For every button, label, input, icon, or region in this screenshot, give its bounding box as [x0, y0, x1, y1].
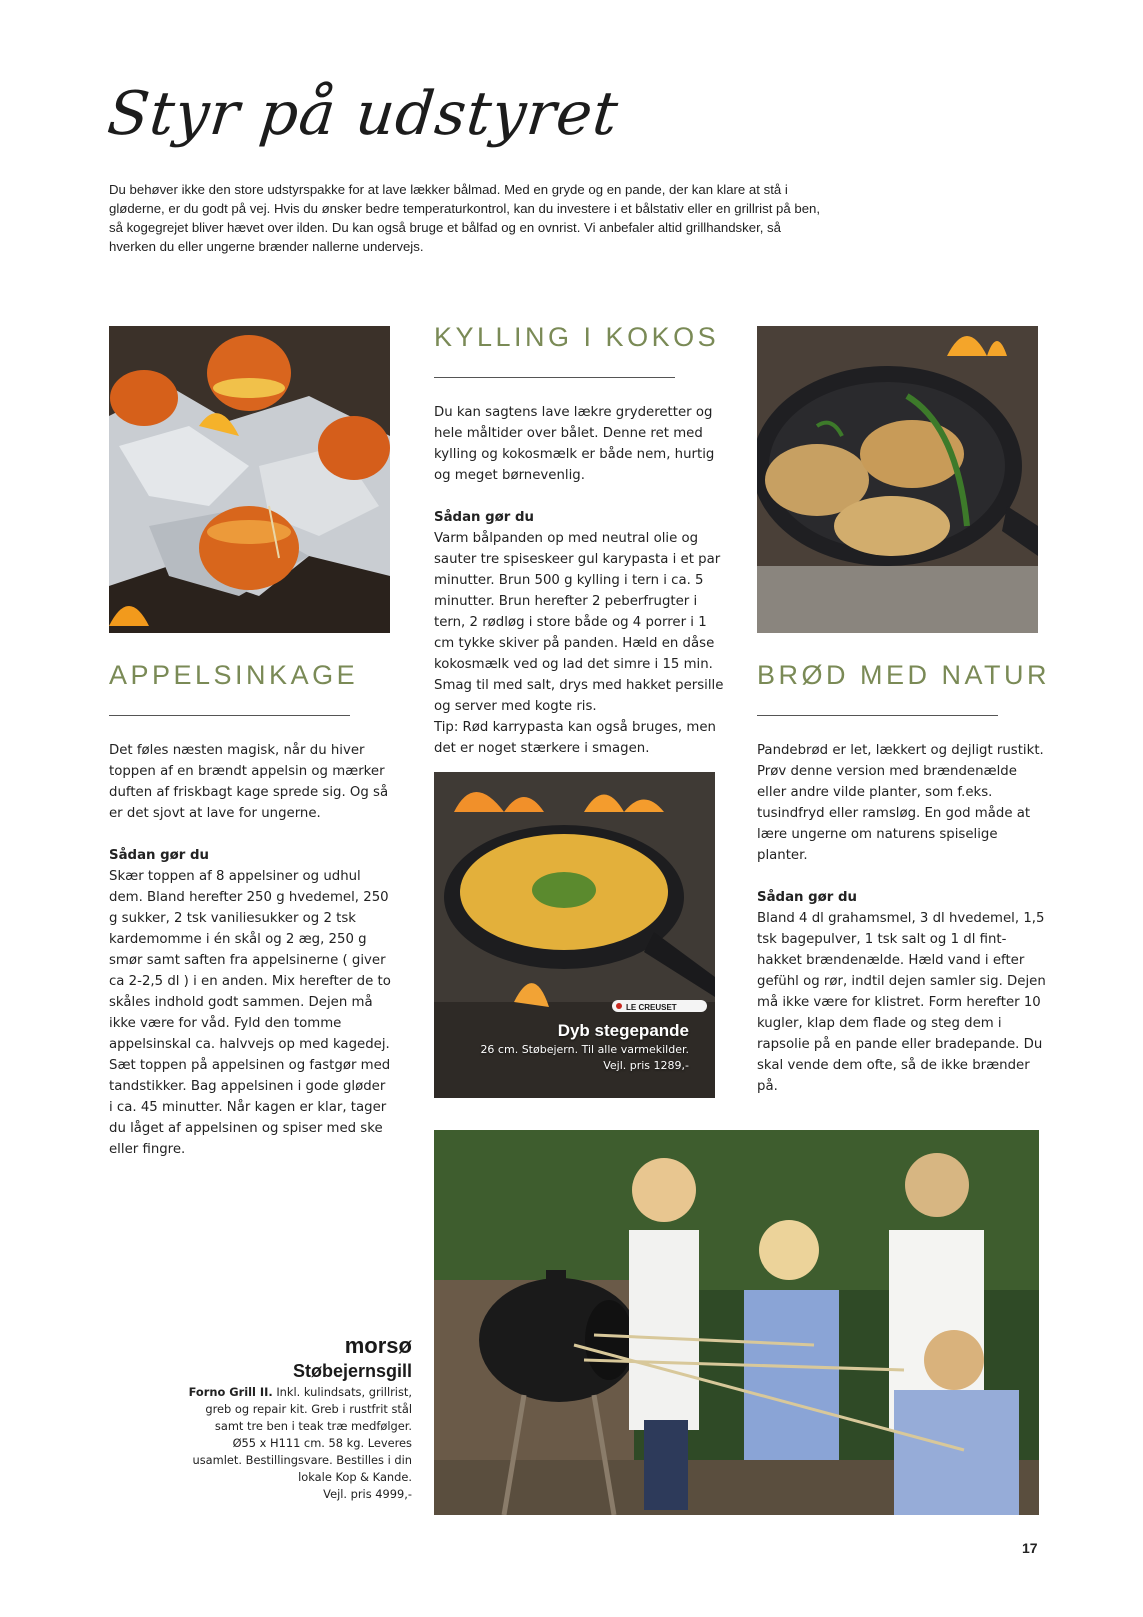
pan-caption [480, 1020, 689, 1074]
orange-cake-photo [109, 326, 390, 633]
kylling-text [434, 402, 726, 759]
brod-how: Bland 4 dl grahamsmel, 3 dl hvedemel, 1,5 tsk bagepulver, 1 tsk salt og 1 dl fint-hakket brændenælde. Hæld vand i efter gefühl og rør, indtil dejen samler sig. Dejen må ikke være for klistret. Form herefter 10 kugler, klap dem flade og steg dem i rapsolie på en pande eller bradepande. Du skal vende dem ofte, så de ikke brænder på. [757, 911, 1046, 1094]
kylling-intro: Du kan sagtens lave lækre gryderetter og hele måltider over bålet. Denne ret med kylling og kokosmælk er både nem, hurtig og meget børnevenlig. [434, 405, 715, 483]
le-creuset-logo: LE CREUSET [626, 1003, 677, 1012]
pan-product-price: Vejl. pris 1289,- [603, 1059, 689, 1072]
kylling-how-heading: Sådan gør du [434, 510, 534, 525]
brod-heading: BRØD MED NATUR [757, 660, 1051, 690]
bread-photo [757, 326, 1038, 633]
grill-product-description: Inkl. kulindsats, grillrist, greb og repair kit. Greb i rustfrit stål samt tre ben i teak træ medfølger. Ø55 x H111 cm. 58 kg. Leveres usamlet. Bestillingsvare. Bestilles i din lokale Kop & Kande. [192, 1385, 412, 1484]
orange-cake-illustration [109, 326, 390, 633]
appelsinkage-heading: APPELSINKAGE [109, 660, 359, 690]
pan-photo [434, 772, 715, 1098]
brod-intro: Pandebrød er let, lækkert og dejligt rustikt. Prøv denne version med brændenælde eller andre vilde planter, som f.eks. tusindfryd eller ramsløg. En god måde at lære ungerne om naturens spiselige planter. [757, 743, 1044, 863]
brod-how-heading: Sådan gør du [757, 890, 857, 905]
grill-product [188, 1334, 412, 1503]
bread-illustration [757, 326, 1038, 633]
kylling-how: Varm bålpanden op med neutral olie og sauter tre spiseskeer gul karypasta i et par minutter. Brun 500 g kylling i tern i ca. 5 minutter. Brun herefter 2 peberfrugter i tern, 2 rødløg i store både og 4 porrer i 1 cm tykke skiver på panden. Hæld en dåse kokosmælk ved og lad det simre i 15 min. Smag til med salt, drys med hakket persille og server med kogte ris. [434, 531, 724, 714]
kids-grill-illustration [434, 1130, 1039, 1515]
brod-rule [757, 715, 998, 716]
kylling-tip: Tip: Rød karrypasta kan også bruges, men det er noget stærkere i smagen. [434, 720, 716, 756]
pan-product-name: Dyb stegepande [557, 1021, 689, 1040]
appelsinkage-how: Skær toppen af 8 appelsiner og udhul dem. Bland herefter 250 g hvedemel, 250 g sukker, 2 tsk vaniliesukker og 2 tsk kardemomme i én skål og 2 æg, 250 g smør samt saften fra appelsinerne ( giver ca 2-2,5 dl ) i en anden. Mix herefter de to skåles indhold godt sammen. Dejen må ikke være for våd. Fyld den tomme appelsinskal ca. halvvejs op med kagedej. Sæt toppen på appelsinen og fastgør med tandstikker. Bag appelsinen i gode gløder i ca. 45 minutter. Når kagen er klar, tager du låget af appelsinen og spiser med ske eller fingre. [109, 869, 391, 1157]
kylling-rule [434, 377, 675, 378]
appelsinkage-text [109, 740, 392, 1160]
grill-product-desc [188, 1384, 412, 1486]
grill-product-name: Støbejernsgill [292, 1361, 412, 1381]
appelsinkage-intro: Det føles næsten magisk, når du hiver toppen af en brændt appelsin og mærker duften af friskbagt kage sprede sig. Og så er det sjovt at lave for ungerne. [109, 743, 389, 821]
page-number: 17 [1022, 1540, 1038, 1556]
page-title: Styr på udstyret [104, 79, 622, 149]
kylling-heading: KYLLING I KOKOS [434, 322, 720, 352]
brod-text [757, 740, 1047, 1097]
appelsinkage-how-heading: Sådan gør du [109, 848, 209, 863]
morso-logo: morsø [344, 1333, 412, 1358]
grill-product-price: Vejl. pris 4999,- [323, 1487, 412, 1501]
pan-product-desc: 26 cm. Støbejern. Til alle varmekilder. [480, 1043, 689, 1056]
grill-product-model: Forno Grill II. [188, 1385, 273, 1399]
appelsinkage-rule [109, 715, 350, 716]
kids-grill-photo [434, 1130, 1039, 1515]
intro-paragraph: Du behøver ikke den store udstyrspakke for at lave lækker bålmad. Med en gryde og en pande, der kan klare at stå i gløderne, er du godt på vej. Hvis du ønsker bedre temperaturkontrol, kan du investere i et bålstativ eller en grillrist på ben, så kogegrejet bliver hævet over ilden. Du kan også bruge et bålfad og en ovnrist. Vi anbefaler altid grillhandsker, så hverken du eller ungerne brænder nallerne undervejs. [109, 182, 821, 254]
